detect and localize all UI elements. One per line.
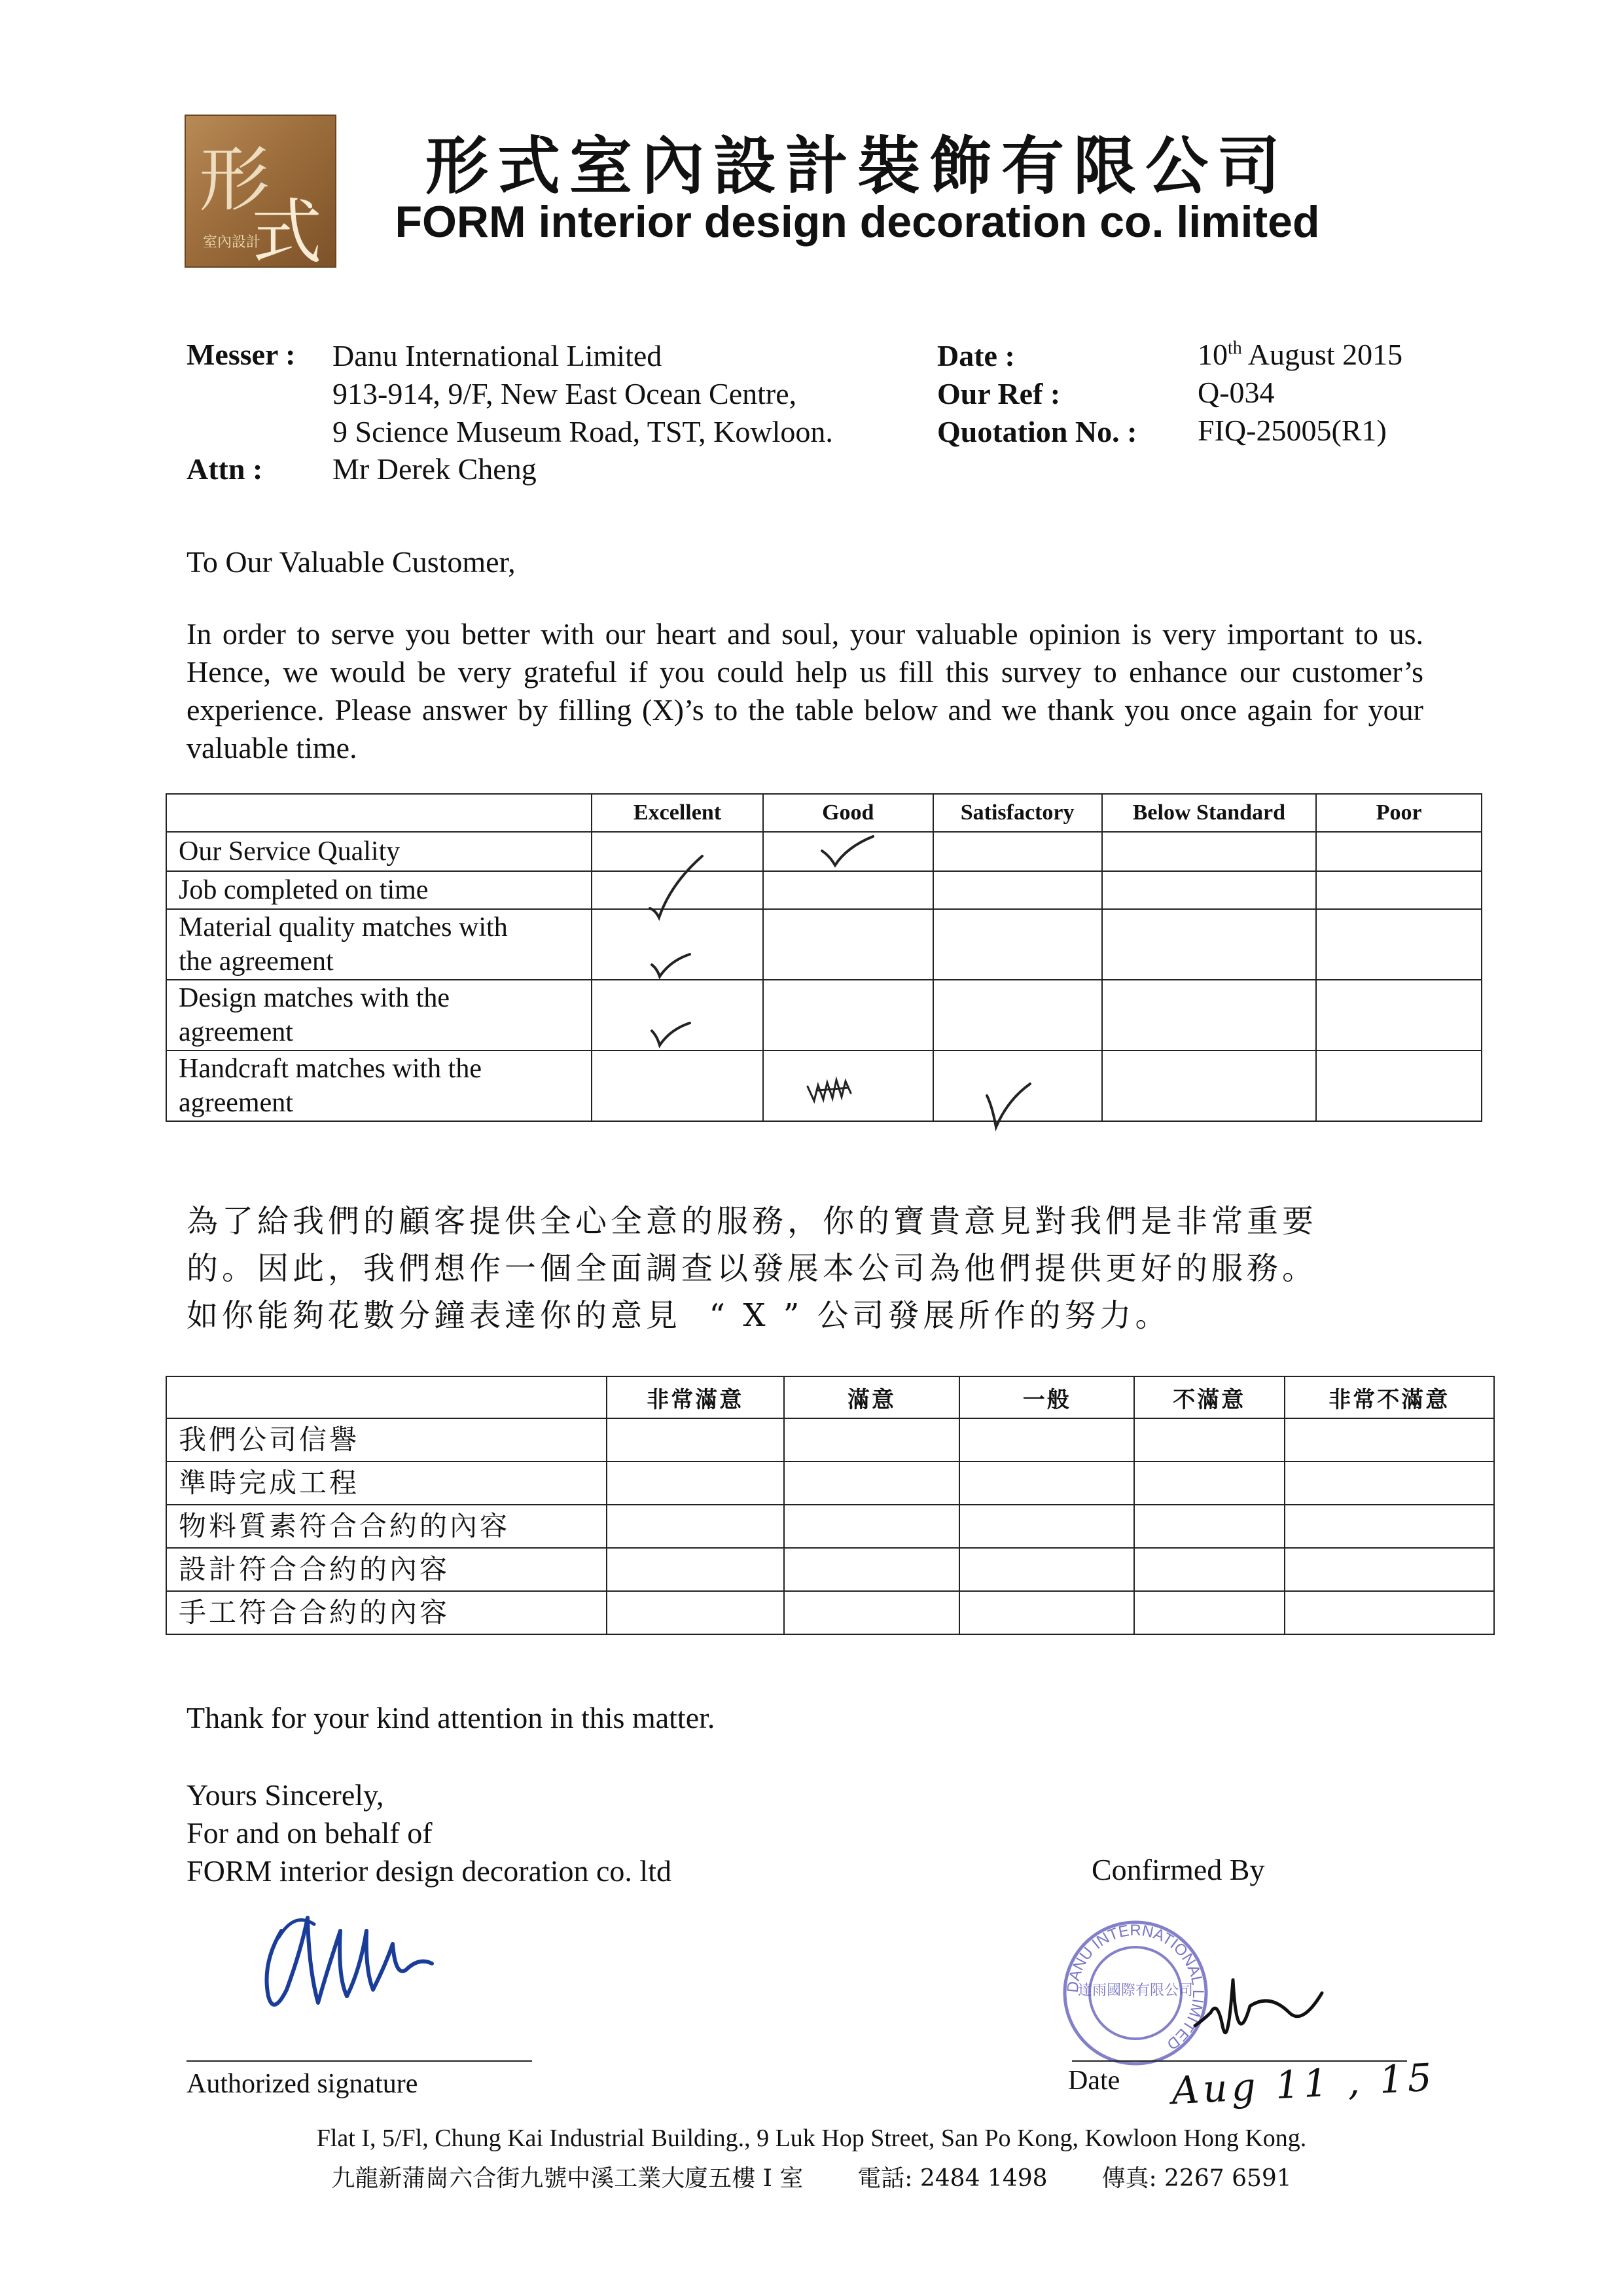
column-header: 非常不滿意 [1285,1376,1494,1418]
rating-cell[interactable] [1285,1418,1494,1462]
logo-graphic [186,116,335,266]
rating-cell[interactable] [607,1418,784,1462]
thanks-line: Thank for your kind attention in this matter. [187,1701,715,1734]
check-mark-icon [645,851,707,923]
company-logo [185,115,336,268]
table-header-row [166,1376,1494,1418]
rating-cell[interactable] [784,1418,960,1462]
column-header: Good [763,794,933,832]
messer-line: Danu International Limited [332,339,662,372]
rating-cell[interactable] [1102,832,1317,871]
rating-cell[interactable] [1134,1462,1284,1505]
stamp-ring-text: DANU INTERNATIONAL LIMITED [1063,1921,1207,2054]
chinese-paragraph [187,1198,1430,1339]
rating-cell[interactable] [1285,1548,1494,1591]
greeting: To Our Valuable Customer, [187,545,516,579]
row-label [166,980,592,1050]
rating-cell[interactable] [933,909,1102,980]
check-mark-icon [648,1018,694,1050]
footer-fax: 傳真: 2267 6591 [1101,2165,1292,2192]
row-label: 物料質素符合合約的內容 [166,1505,607,1548]
table-row [166,1548,1494,1591]
column-header: Satisfactory [933,794,1102,832]
date-day: 10 [1198,338,1228,371]
table-row [166,871,1482,909]
row-label-text: Our Service Quality [179,836,401,867]
rating-cell[interactable] [607,1462,784,1505]
row-label: 設計符合合約的內容 [166,1548,607,1591]
rating-cell[interactable] [1316,871,1482,909]
rating-cell[interactable] [959,1418,1134,1462]
rating-cell[interactable] [1102,871,1317,909]
rating-cell[interactable] [784,1591,960,1634]
row-label: 手工符合合約的內容 [166,1591,607,1634]
row-label [166,871,592,909]
rating-cell[interactable] [1316,909,1482,980]
row-label-text: Material quality matches with [179,912,508,942]
authorized-signature-label: Authorized signature [187,2069,418,2099]
rating-cell[interactable] [1316,1050,1482,1121]
sign-off [187,1776,671,1890]
date-suffix: th [1228,338,1242,359]
messer-address [332,337,833,451]
rating-cell[interactable] [784,1462,960,1505]
column-header: Poor [1316,794,1482,832]
rating-cell[interactable] [959,1462,1134,1505]
check-mark-icon [982,1080,1034,1132]
table-header-row [166,794,1482,832]
row-label-text: the agreement [179,946,334,977]
confirm-date-label: Date [1068,2066,1120,2096]
row-label [166,1050,592,1121]
chinese-line: 的。因此，我們想作一個全面調查以發展本公司為他們提供更好的服務。 [187,1250,1318,1287]
handwritten-date: Aug 11 , 15 [1170,2054,1437,2113]
rating-cell[interactable] [592,1050,763,1121]
rating-cell[interactable] [1285,1505,1494,1548]
row-label-text: Handcraft matches with the [179,1054,482,1084]
date-month-year: August 2015 [1241,338,1403,371]
rating-cell[interactable] [1102,1050,1317,1121]
company-line: FORM interior design decoration co. ltd [187,1854,671,1888]
row-label-text: Design matches with the [179,983,450,1013]
sincerely-line: Yours Sincerely, [187,1778,384,1812]
footer-address-chinese [0,2160,1623,2193]
signature-icon [255,1892,445,2022]
letter-body: In order to serve you better with our heart and soul, your valuable opinion is very important to us. Hence, we would be very grateful if you could help us fill this survey to enhance our customer’s experience. Please answer by filling (X)’s to the table below and we thank you once again for your valuable time. [187,617,1423,764]
header-blank [166,1376,607,1418]
company-name-chinese: 形式室內設計裝飾有限公司 [425,129,1289,203]
messer-label: Messer : [187,338,296,371]
rating-cell[interactable] [959,1548,1134,1591]
rating-cell[interactable] [1134,1505,1284,1548]
check-mark-icon [818,833,877,872]
row-label [166,832,592,871]
table-row [166,980,1482,1050]
table-row [166,1418,1494,1462]
rating-cell[interactable] [1102,980,1317,1050]
date-label: Date : [937,339,1015,372]
column-header: 不滿意 [1134,1376,1284,1418]
survey-table-chinese [166,1376,1495,1635]
rating-cell[interactable] [1316,832,1482,871]
our-ref-label: Our Ref : [937,377,1061,410]
row-label: 我們公司信譽 [166,1418,607,1462]
column-header: 非常滿意 [607,1376,784,1418]
stamp-inner-text: 達雨國際有限公司 [1077,1982,1194,1999]
chinese-line: 為了給我們的顧客提供全心全意的服務，你的寶貴意見對我們是非常重要 [187,1203,1318,1240]
logo-glyph-1: 形 [199,139,270,221]
column-header: Excellent [592,794,763,832]
table-row [166,1591,1494,1634]
rating-cell[interactable] [933,980,1102,1050]
rating-cell[interactable] [1134,1591,1284,1634]
rating-cell[interactable] [1134,1418,1284,1462]
rating-cell[interactable] [1102,909,1317,980]
rating-cell[interactable] [784,1505,960,1548]
company-name-english: FORM interior design decoration co. limited [395,197,1320,247]
attn-value: Mr Derek Cheng [332,452,537,486]
rating-cell[interactable] [1285,1591,1494,1634]
rating-cell[interactable] [763,909,933,980]
footer-address-cn: 九龍新蒲崗六合街九號中溪工業大廈五樓 I 室 [331,2165,804,2192]
behalf-line: For and on behalf of [187,1816,433,1850]
rating-cell[interactable] [959,1591,1134,1634]
rating-cell[interactable] [607,1548,784,1591]
rating-cell[interactable] [607,1505,784,1548]
footer-telephone: 電話: 2484 1498 [857,2165,1048,2192]
logo-glyph-2: 式 [251,192,323,266]
messer-line: 913-914, 9/F, New East Ocean Centre, [332,377,797,410]
our-ref-value: Q-034 [1198,376,1275,409]
column-header: Below Standard [1102,794,1317,832]
rating-cell[interactable] [1285,1462,1494,1505]
messer-line: 9 Science Museum Road, TST, Kowloon. [332,415,833,448]
row-label-text: agreement [179,1017,293,1047]
company-stamp-icon [1060,1918,1211,2068]
scribble-icon [805,1073,857,1106]
rating-cell[interactable] [763,871,933,909]
confirmed-by-label: Confirmed By [1092,1853,1265,1886]
signature-line [187,2060,532,2062]
rating-cell[interactable] [763,980,933,1050]
rating-cell[interactable] [1134,1548,1284,1591]
table-row [166,909,1482,980]
attn-label: Attn : [187,452,263,486]
date-value [1198,337,1402,372]
table-row [166,1505,1494,1548]
row-label-text: Job completed on time [179,875,429,905]
row-label: 準時完成工程 [166,1462,607,1505]
table-row [166,1462,1494,1505]
client-signature-icon [1191,1954,1361,2065]
rating-cell[interactable] [1316,980,1482,1050]
rating-cell[interactable] [933,871,1102,909]
check-mark-icon [648,949,694,982]
logo-caption: 室內設計 [203,234,261,251]
footer-address-english: Flat I, 5/Fl, Chung Kai Industrial Building., 9 Luk Hop Street, San Po Kong, Kowloon Hong Kong. [316,2125,1307,2152]
rating-cell[interactable] [607,1591,784,1634]
column-header: 滿意 [784,1376,960,1418]
chinese-line: 如你能夠花數分鐘表達你的意見 “ X ” 公司發展所作的努力。 [187,1297,1171,1334]
row-label-text: agreement [179,1088,293,1118]
column-header: 一般 [959,1376,1134,1418]
rating-cell[interactable] [959,1505,1134,1548]
rating-cell[interactable] [933,832,1102,871]
row-label [166,909,592,980]
rating-cell[interactable] [784,1548,960,1591]
quotation-no-label: Quotation No. : [937,415,1137,448]
header-blank [166,794,592,832]
quotation-no-value: FIQ-25005(R1) [1198,414,1387,447]
